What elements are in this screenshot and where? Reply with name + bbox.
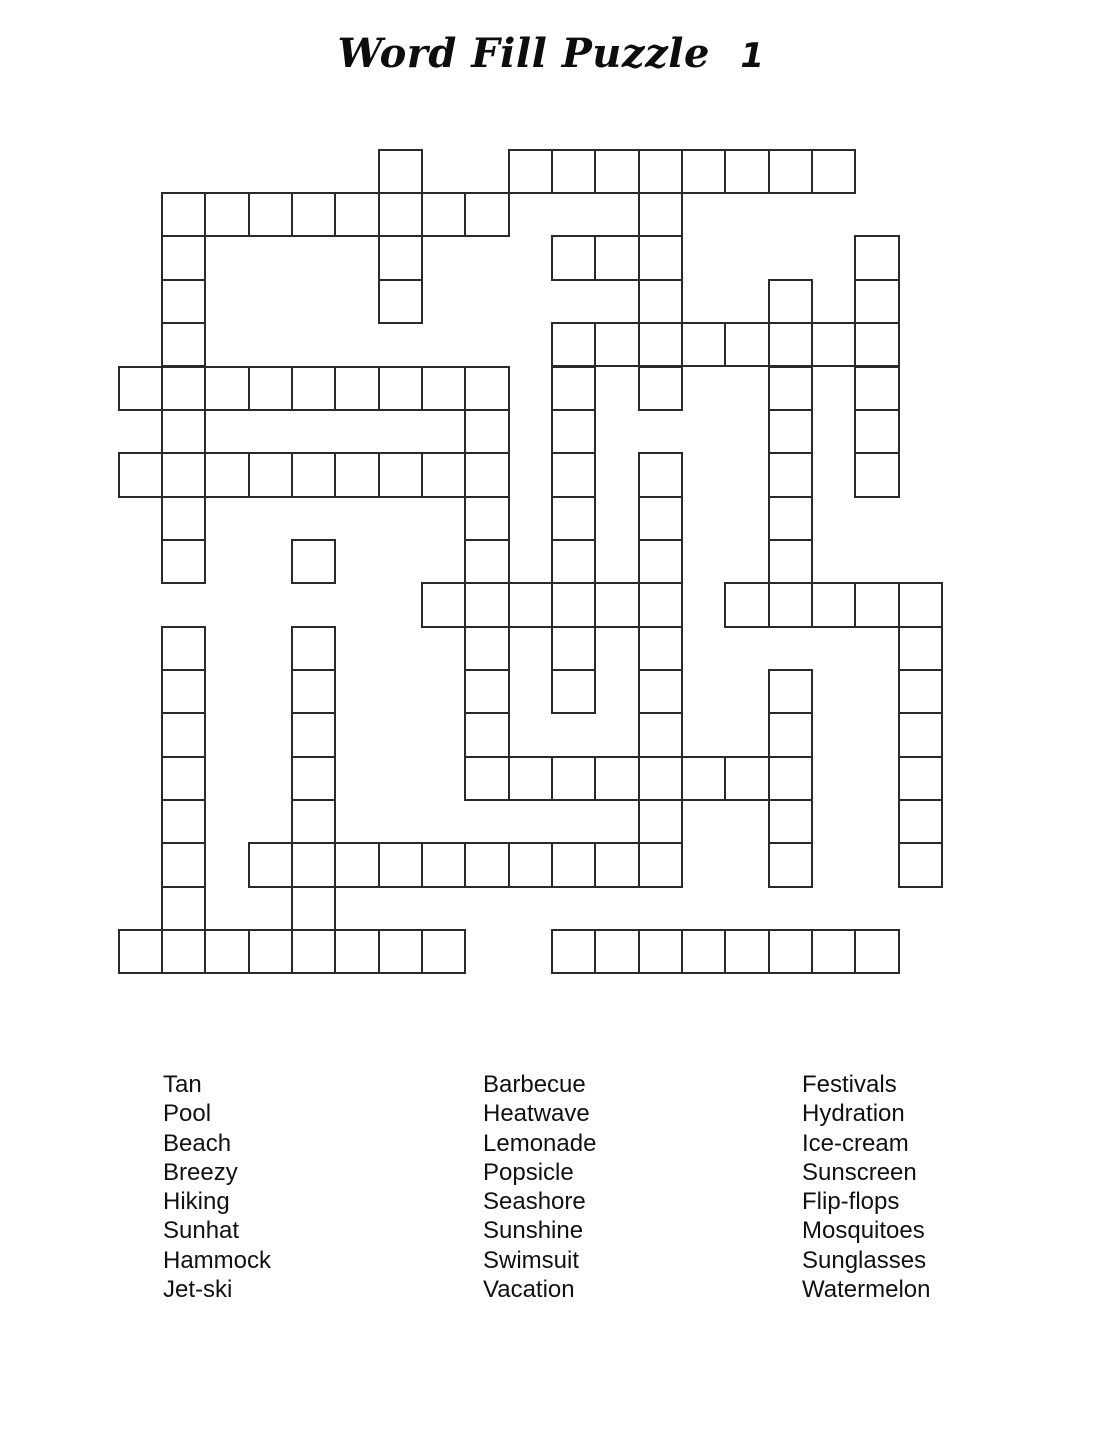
grid-cell[interactable] — [161, 712, 206, 757]
word-list-column-3 — [802, 1070, 930, 1304]
grid-cell[interactable] — [161, 452, 206, 497]
word-list — [0, 1070, 1102, 1320]
grid-cell[interactable] — [161, 539, 206, 584]
word-list-item: Hydration — [802, 1100, 905, 1128]
grid-cell[interactable] — [291, 842, 336, 887]
grid-cell[interactable] — [551, 409, 596, 454]
grid-cell[interactable] — [768, 496, 813, 541]
grid-cell[interactable] — [464, 669, 509, 714]
grid-cell[interactable] — [464, 192, 509, 237]
grid-cell[interactable] — [638, 322, 683, 367]
grid-cell[interactable] — [638, 149, 683, 194]
word-list-item: Sunhat — [163, 1217, 240, 1245]
grid-cell[interactable] — [551, 496, 596, 541]
grid-cell[interactable] — [161, 756, 206, 801]
grid-cell[interactable] — [291, 799, 336, 844]
grid-cell[interactable] — [291, 712, 336, 757]
grid-cell[interactable] — [508, 582, 553, 627]
grid-cell[interactable] — [638, 626, 683, 671]
grid-cell[interactable] — [291, 929, 336, 974]
grid-cell[interactable] — [334, 929, 379, 974]
grid-cell[interactable] — [638, 279, 683, 324]
grid-cell[interactable] — [724, 756, 769, 801]
grid-cell[interactable] — [594, 582, 639, 627]
grid-cell[interactable] — [291, 539, 336, 584]
grid-cell[interactable] — [248, 366, 293, 411]
grid-cell[interactable] — [638, 539, 683, 584]
grid-cell[interactable] — [768, 366, 813, 411]
grid-cell[interactable] — [898, 842, 943, 887]
grid-cell[interactable] — [204, 192, 249, 237]
grid-cell[interactable] — [334, 842, 379, 887]
grid-cell[interactable] — [638, 756, 683, 801]
grid-cell[interactable] — [898, 712, 943, 757]
grid-cell[interactable] — [594, 235, 639, 280]
grid-cell[interactable] — [118, 452, 163, 497]
grid-cell[interactable] — [551, 669, 596, 714]
grid-cell[interactable] — [681, 929, 726, 974]
word-list-item: Sunscreen — [802, 1158, 917, 1186]
grid-cell[interactable] — [161, 496, 206, 541]
grid-cell[interactable] — [118, 366, 163, 411]
grid-cell[interactable] — [551, 452, 596, 497]
grid-cell[interactable] — [811, 929, 856, 974]
grid-cell[interactable] — [854, 409, 899, 454]
grid-cell[interactable] — [161, 842, 206, 887]
grid-cell[interactable] — [898, 799, 943, 844]
grid-cell[interactable] — [161, 799, 206, 844]
grid-cell[interactable] — [378, 279, 423, 324]
grid-cell[interactable] — [768, 539, 813, 584]
grid-cell[interactable] — [551, 626, 596, 671]
grid-cell[interactable] — [291, 756, 336, 801]
grid-cell[interactable] — [291, 452, 336, 497]
grid-cell[interactable] — [768, 799, 813, 844]
grid-cell[interactable] — [768, 582, 813, 627]
grid-cell[interactable] — [291, 886, 336, 931]
grid-cell[interactable] — [204, 366, 249, 411]
grid-cell[interactable] — [161, 669, 206, 714]
word-list-item: Ice-cream — [802, 1129, 909, 1157]
grid-cell[interactable] — [118, 929, 163, 974]
grid-cell[interactable] — [421, 366, 466, 411]
grid-cell[interactable] — [638, 929, 683, 974]
grid-cell[interactable] — [768, 842, 813, 887]
grid-cell[interactable] — [464, 712, 509, 757]
grid-cell[interactable] — [378, 235, 423, 280]
grid-cell[interactable] — [161, 626, 206, 671]
word-list-item: Vacation — [483, 1276, 575, 1304]
word-list-column-2 — [483, 1070, 596, 1304]
grid-cell[interactable] — [378, 842, 423, 887]
grid-cell[interactable] — [638, 235, 683, 280]
word-list-item: Pool — [163, 1100, 212, 1128]
grid-cell[interactable] — [594, 149, 639, 194]
grid-cell[interactable] — [551, 842, 596, 887]
grid-cell[interactable] — [248, 929, 293, 974]
grid-cell[interactable] — [594, 756, 639, 801]
puzzle-number: 1 — [740, 36, 765, 76]
puzzle-title-text: Word Fill Puzzle — [337, 30, 710, 77]
grid-cell[interactable] — [378, 192, 423, 237]
word-list-item: Festivals — [802, 1071, 897, 1098]
word-list-item: Sunshine — [483, 1217, 584, 1245]
grid-cell[interactable] — [204, 929, 249, 974]
grid-cell[interactable] — [638, 712, 683, 757]
grid-cell[interactable] — [204, 452, 249, 497]
word-list-item: Hammock — [163, 1246, 272, 1274]
word-list-item: Swimsuit — [483, 1246, 580, 1274]
word-list-item: Popsicle — [483, 1158, 574, 1186]
grid-cell[interactable] — [594, 322, 639, 367]
grid-cell[interactable] — [464, 452, 509, 497]
grid-cell[interactable] — [291, 366, 336, 411]
word-list-item: Watermelon — [802, 1276, 931, 1304]
grid-cell[interactable] — [464, 842, 509, 887]
grid-cell[interactable] — [508, 149, 553, 194]
word-list-item: Seashore — [483, 1188, 586, 1216]
grid-cell[interactable] — [248, 192, 293, 237]
grid-cell[interactable] — [898, 582, 943, 627]
grid-cell[interactable] — [854, 366, 899, 411]
grid-cell[interactable] — [768, 279, 813, 324]
word-list-item: Beach — [163, 1129, 232, 1157]
grid-cell[interactable] — [898, 756, 943, 801]
grid-cell[interactable] — [854, 322, 899, 367]
grid-cell[interactable] — [811, 149, 856, 194]
grid-cell[interactable] — [854, 235, 899, 280]
grid-cell[interactable] — [638, 192, 683, 237]
grid-cell[interactable] — [161, 235, 206, 280]
grid-cell[interactable] — [161, 929, 206, 974]
grid-cell[interactable] — [161, 192, 206, 237]
grid-cell[interactable] — [681, 149, 726, 194]
grid-cell[interactable] — [161, 409, 206, 454]
grid-cell[interactable] — [508, 756, 553, 801]
grid-cell[interactable] — [724, 149, 769, 194]
grid-cell[interactable] — [551, 539, 596, 584]
grid-cell[interactable] — [421, 582, 466, 627]
grid-cell[interactable] — [291, 626, 336, 671]
grid-cell[interactable] — [638, 582, 683, 627]
grid-cell[interactable] — [724, 582, 769, 627]
grid-cell[interactable] — [594, 929, 639, 974]
grid-cell[interactable] — [421, 452, 466, 497]
grid-cell[interactable] — [681, 322, 726, 367]
grid-cell[interactable] — [378, 452, 423, 497]
grid-cell[interactable] — [551, 756, 596, 801]
grid-cell[interactable] — [724, 322, 769, 367]
grid-cell[interactable] — [594, 842, 639, 887]
word-list-item: Heatwave — [483, 1100, 590, 1128]
grid-cell[interactable] — [854, 582, 899, 627]
word-list-item: Breezy — [163, 1158, 238, 1186]
grid-cell[interactable] — [768, 929, 813, 974]
grid-cell[interactable] — [638, 366, 683, 411]
grid-cell[interactable] — [464, 626, 509, 671]
word-list-item: Flip-flops — [802, 1188, 900, 1216]
grid-cell[interactable] — [768, 149, 813, 194]
word-list-item: Mosquitoes — [802, 1217, 925, 1245]
grid-cell[interactable] — [854, 452, 899, 497]
grid-cell[interactable] — [551, 235, 596, 280]
grid-cell[interactable] — [854, 279, 899, 324]
grid-cell[interactable] — [768, 712, 813, 757]
grid-cell[interactable] — [334, 452, 379, 497]
grid-cell[interactable] — [854, 929, 899, 974]
word-list-item: Sunglasses — [802, 1246, 927, 1274]
grid-cell[interactable] — [898, 626, 943, 671]
grid-cell[interactable] — [291, 192, 336, 237]
word-list-column-1 — [163, 1070, 271, 1304]
grid-cell[interactable] — [291, 669, 336, 714]
grid-cell[interactable] — [161, 366, 206, 411]
grid-cell[interactable] — [811, 322, 856, 367]
grid-cell[interactable] — [768, 322, 813, 367]
grid-cell[interactable] — [421, 192, 466, 237]
grid-cell[interactable] — [551, 929, 596, 974]
grid-cell[interactable] — [161, 279, 206, 324]
grid-cell[interactable] — [811, 582, 856, 627]
grid-cell[interactable] — [768, 409, 813, 454]
grid-cell[interactable] — [161, 322, 206, 367]
grid-cell[interactable] — [724, 929, 769, 974]
grid-cell[interactable] — [681, 756, 726, 801]
word-list-item: Tan — [163, 1071, 202, 1098]
grid-cell[interactable] — [334, 192, 379, 237]
grid-cell[interactable] — [638, 842, 683, 887]
grid-cell[interactable] — [464, 756, 509, 801]
grid-cell[interactable] — [551, 149, 596, 194]
grid-cell[interactable] — [464, 539, 509, 584]
grid-cell[interactable] — [421, 929, 466, 974]
grid-cell[interactable] — [464, 366, 509, 411]
word-list-item: Barbecue — [483, 1071, 586, 1098]
grid-cell[interactable] — [551, 322, 596, 367]
grid-cell[interactable] — [378, 929, 423, 974]
grid-cell[interactable] — [898, 669, 943, 714]
grid-cell[interactable] — [464, 409, 509, 454]
grid-cell[interactable] — [638, 799, 683, 844]
grid-cell[interactable] — [768, 669, 813, 714]
grid-cell[interactable] — [378, 366, 423, 411]
word-list-item: Hiking — [163, 1188, 230, 1216]
grid-cell[interactable] — [551, 582, 596, 627]
grid-cell[interactable] — [508, 842, 553, 887]
grid-cell[interactable] — [638, 669, 683, 714]
grid-cell[interactable] — [638, 452, 683, 497]
grid-cell[interactable] — [378, 149, 423, 194]
grid-cell[interactable] — [248, 452, 293, 497]
grid-cell[interactable] — [464, 496, 509, 541]
word-list-item: Lemonade — [483, 1129, 597, 1157]
grid-cell[interactable] — [334, 366, 379, 411]
grid-cell[interactable] — [551, 366, 596, 411]
grid-cell[interactable] — [638, 496, 683, 541]
grid-cell[interactable] — [421, 842, 466, 887]
grid-cell[interactable] — [768, 452, 813, 497]
grid-cell[interactable] — [161, 886, 206, 931]
grid-cell[interactable] — [768, 756, 813, 801]
word-list-item: Jet-ski — [163, 1276, 233, 1304]
grid-cell[interactable] — [464, 582, 509, 627]
grid-cell[interactable] — [248, 842, 293, 887]
